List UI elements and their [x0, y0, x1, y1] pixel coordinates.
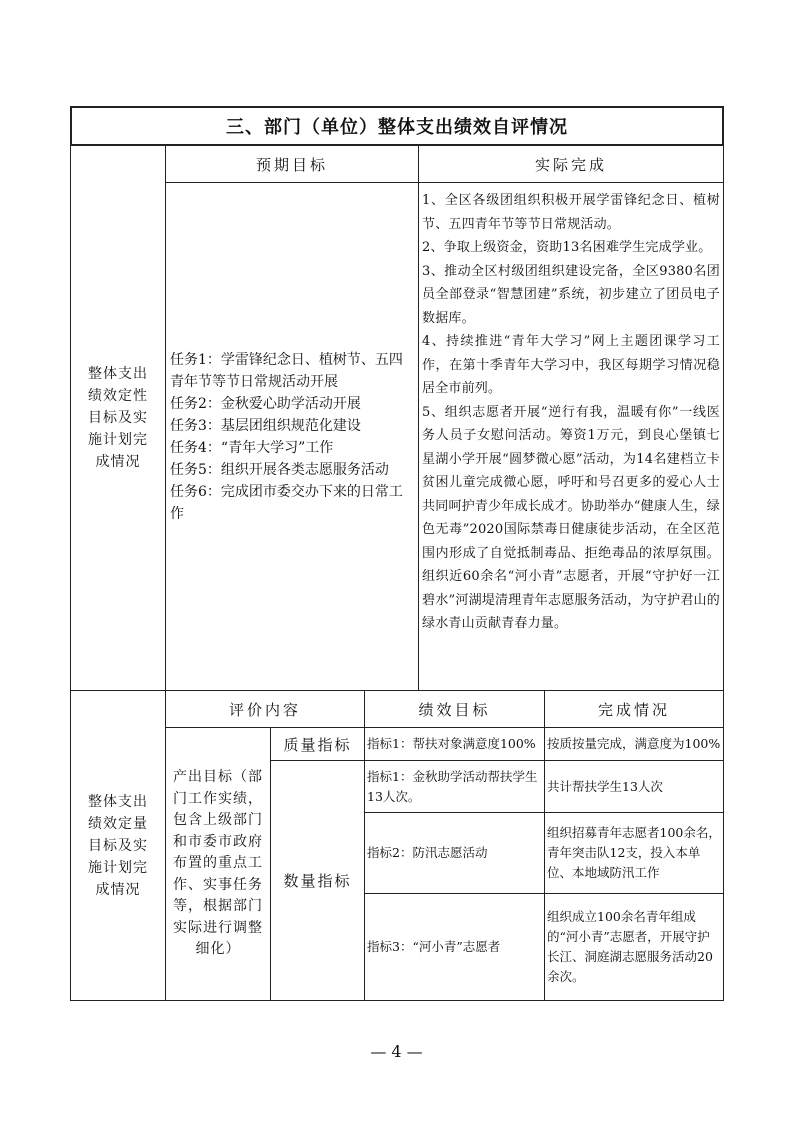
target-cell: 指标2：防汛志愿活动 [364, 812, 545, 894]
expected-tasks-cell [165, 182, 419, 691]
quality-indicator-label: 质量指标 [270, 727, 365, 761]
status-cell: 共计帮扶学生13人次 [544, 760, 724, 813]
task-item: 任务3：基层团组织规范化建设 [170, 417, 361, 434]
status-cell: 按质按量完成，满意度为100% [544, 727, 724, 761]
page-number: — 4 — [370, 1042, 423, 1061]
expected-goal-header: 预期目标 [165, 145, 419, 183]
section-title: 三、部门（单位）整体支出绩效自评情况 [70, 106, 724, 146]
target-cell: 指标1：金秋助学活动帮扶学生13人次。 [364, 760, 545, 813]
actual-item: 4、持续推进“青年大学习”网上主题团课学习工作，在第十季青年大学习中，我区每期学习情况稳居全市前列。 [422, 334, 720, 396]
task-item: 任务6：完成团市委交办下来的日常工作 [170, 483, 403, 522]
status-cell: 组织成立100余名青年组成的“河小青”志愿者，开展守护长江、洞庭湖志愿服务活动20余次。 [544, 893, 724, 1001]
completion-status-header: 完成情况 [544, 690, 724, 728]
task-item: 任务1：学雷锋纪念日、植树节、五四青年节等节日常规活动开展 [170, 351, 403, 390]
task-item: 任务5：组织开展各类志愿服务活动 [170, 461, 389, 478]
actual-item: 2、争取上级资金，资助13名困难学生完成学业。 [422, 240, 712, 255]
target-cell: 指标3：“河小青”志愿者 [364, 893, 545, 1001]
qualitative-row-label: 整体支出绩效定性目标及实施计划完成情况 [70, 145, 166, 691]
actual-item: 5、组织志愿者开展“逆行有我，温暖有你”一线医务人员子女慰问活动。筹资1万元，到良心堡镇七星湖小学开展“圆梦微心愿”活动，为14名建档立卡贫困儿童完成微心愿，呼吁和号召更多的爱心人士共同呵护青少年成长成才。协助举办“健康人生，绿色无毒”2020国际禁毒日健康徒步活动，在全区范围内形成了自觉抵制毒品、拒绝毒品的浓厚氛围。组织近60余名“河小青”志愿者，开展“守护好一江碧水”河湖堤清理青年志愿服务活动，为守护君山的绿水青山贡献青春力量。 [422, 404, 720, 631]
status-cell: 组织招募青年志愿者100余名，青年突击队12支，投入本单位、本地域防汛工作 [544, 812, 724, 894]
actual-item: 1、全区各级团组织积极开展学雷锋纪念日、植树节、五四青年节等节日常规活动。 [422, 193, 720, 232]
actual-item: 3、推动全区村级团组织建设完备，全区9380名团员全部登录“智慧团建”系统，初步建立了团员电子数据库。 [422, 263, 720, 326]
actual-completion-cell [418, 182, 724, 691]
task-item: 任务4：“青年大学习”工作 [170, 439, 334, 456]
quantity-indicator-label: 数量指标 [270, 760, 365, 1001]
output-goal-cell: 产出目标（部门工作实绩，包含上级部门和市委市政府布置的重点工作、实事任务等，根据部门实际进行调整细化） [165, 727, 271, 1001]
task-item: 任务2：金秋爱心助学活动开展 [170, 395, 361, 412]
evaluation-content-header: 评价内容 [165, 690, 365, 728]
performance-target-header: 绩效目标 [364, 690, 545, 728]
target-cell: 指标1：帮扶对象满意度100% [364, 727, 545, 761]
actual-completion-header: 实际完成 [418, 145, 724, 183]
quantitative-row-label: 整体支出绩效定量目标及实施计划完成情况 [70, 690, 166, 1001]
